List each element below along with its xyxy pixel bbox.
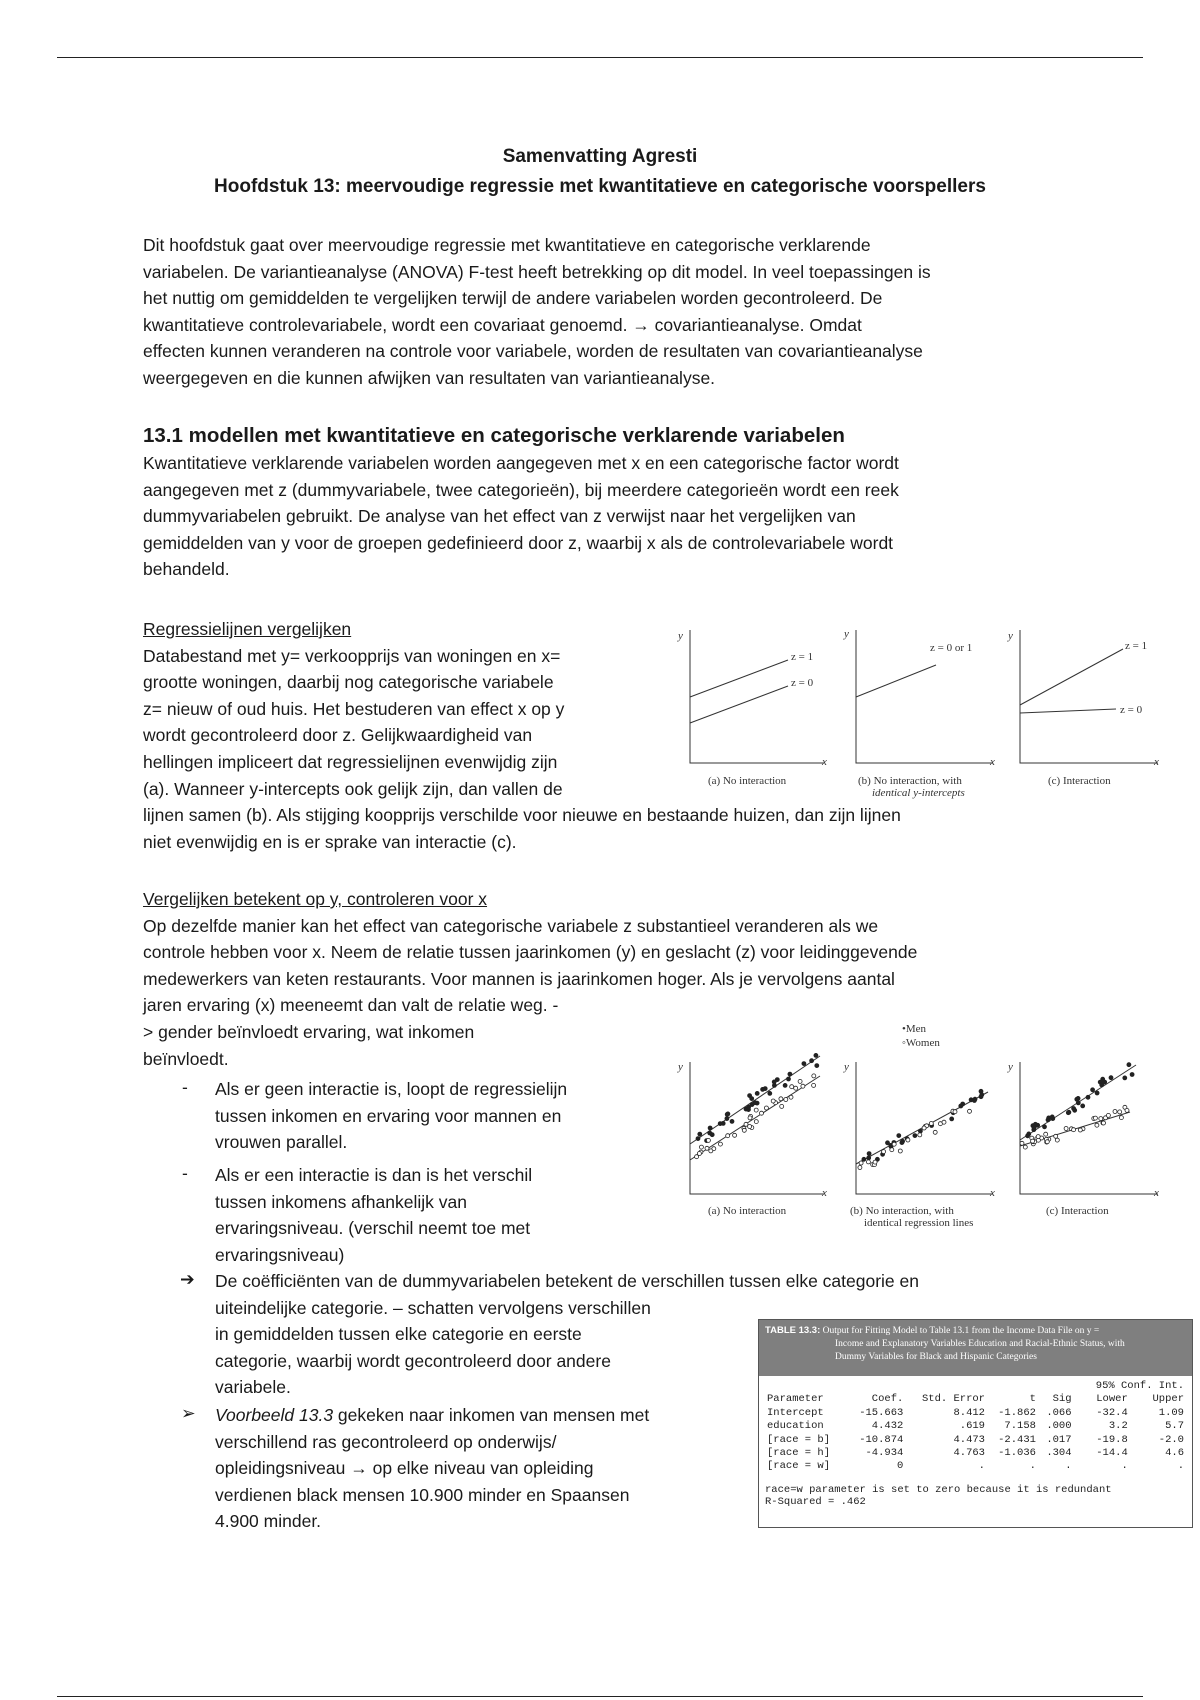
panel-c-label-z0: z = 0 xyxy=(1120,704,1143,716)
table-cell: .619 xyxy=(959,1420,985,1433)
panel-c-x-label: x xyxy=(1154,756,1159,768)
scatter-c-x-label: x xyxy=(1154,1187,1159,1199)
scatter-point-women xyxy=(866,1160,870,1164)
scatter-a-line-women xyxy=(690,1076,820,1160)
bullet-item xyxy=(215,1162,635,1268)
table-cell: . xyxy=(1121,1460,1128,1473)
scatter-point-women xyxy=(705,1146,709,1150)
bullet-line: Als er geen interactie is, loopt de regressielijn xyxy=(215,1079,568,1099)
intro-line: variabelen. De variantieanalyse (ANOVA) F-test heeft betrekking op dit model. In veel toepassingen is xyxy=(143,261,931,282)
scatter-point-men xyxy=(1043,1125,1047,1129)
table-cell: 5.7 xyxy=(1165,1420,1184,1433)
table-cell: 4.473 xyxy=(953,1433,985,1446)
scatter-a-x-label: x xyxy=(822,1187,827,1199)
scatter-point-men xyxy=(708,1126,712,1130)
scatter-point-women xyxy=(754,1120,758,1124)
scatter-point-women xyxy=(742,1128,746,1132)
table-cell: -15.663 xyxy=(859,1406,904,1419)
panel-a-x-label: x xyxy=(822,756,827,768)
scatter-point-women xyxy=(748,1116,752,1120)
panel-a-label-z0: z = 0 xyxy=(791,677,814,689)
table-cell: .304 xyxy=(1046,1447,1072,1460)
scatter-point-women xyxy=(760,1111,764,1115)
table-cell: -1.036 xyxy=(998,1447,1036,1460)
table-cell: -2.431 xyxy=(998,1433,1036,1446)
scatter-point-women xyxy=(968,1109,972,1113)
scatter-point-men xyxy=(913,1134,917,1138)
scatter-point-women xyxy=(1055,1138,1059,1142)
scatter-point-women xyxy=(942,1120,946,1124)
scatter-point-men xyxy=(867,1156,871,1160)
regression-line: niet evenwijdig en is er sprake van interactie (c). xyxy=(143,831,517,852)
compare-line: > gender beïnvloedt ervaring, wat inkomen xyxy=(143,1021,475,1042)
column-header: Upper xyxy=(1152,1393,1184,1406)
example-first-text: gekeken naar inkomen van mensen met xyxy=(333,1405,650,1425)
table-note: race=w parameter is set to zero because it is redundant xyxy=(765,1483,1112,1496)
compare-line: Op dezelfde manier kan het effect van categorische variabele z substantieel veranderen als we xyxy=(143,915,879,936)
bullet-line: Als er een interactie is dan is het verschil xyxy=(215,1165,533,1185)
scatter-point-women xyxy=(1064,1127,1068,1131)
scatter-point-men xyxy=(1081,1104,1085,1108)
table-row xyxy=(765,1460,1186,1473)
scatter-point-women xyxy=(1102,1121,1106,1125)
scatter-point-men xyxy=(730,1119,734,1123)
arrow-line: categorie, waarbij wordt gecontroleerd door andere xyxy=(215,1350,611,1371)
scatter-point-men xyxy=(918,1129,922,1133)
scatter-point-women xyxy=(1023,1145,1027,1149)
regression-heading: Regressielijnen vergelijken xyxy=(143,619,352,639)
arrow-line: in gemiddelden tussen elke categorie en eerste xyxy=(215,1324,582,1345)
intro-line: het nuttig om gemiddelden te vergelijken terwijl de andere variabelen worden gecontroleerd. De xyxy=(143,288,883,309)
scatter-point-men xyxy=(950,1117,954,1121)
scatter-point-men xyxy=(972,1099,976,1103)
page-title: Samenvatting Agresti xyxy=(502,146,698,167)
table-cell: 4.6 xyxy=(1165,1447,1184,1460)
scatter-point-women xyxy=(812,1074,816,1078)
table-rsquared: R-Squared = .462 xyxy=(765,1495,866,1508)
table-cell: .000 xyxy=(1046,1420,1072,1433)
section-line: behandeld. xyxy=(143,559,230,580)
scatter-point-women xyxy=(1044,1132,1048,1136)
scatter-point-women xyxy=(882,1150,886,1154)
figure-regression-lines xyxy=(668,625,1168,810)
scatter-point-women xyxy=(922,1126,926,1130)
panel-b-y-label: y xyxy=(844,628,849,640)
scatter-point-women xyxy=(859,1161,863,1165)
scatter-point-women xyxy=(898,1149,902,1153)
scatter-point-women xyxy=(953,1110,957,1114)
scatter-point-men xyxy=(710,1133,714,1137)
scatter-point-women xyxy=(812,1083,816,1087)
scatter-point-women xyxy=(794,1086,798,1090)
arrow-line: De coëfficiënten van de dummyvariabelen betekent de verschillen tussen elke categorie en xyxy=(215,1271,919,1291)
scatter-point-women xyxy=(697,1152,701,1156)
figure-income-scatter xyxy=(668,1020,1168,1237)
table-cell: -14.4 xyxy=(1096,1447,1128,1460)
scatter-point-women xyxy=(706,1138,710,1142)
scatter-point-women xyxy=(1119,1116,1123,1120)
scatter-b-caption-1: (b) No interaction, with xyxy=(850,1205,954,1217)
example-line: verschillend ras gecontroleerd op onderwijs/ xyxy=(215,1431,557,1452)
bullet-line: vrouwen parallel. xyxy=(215,1132,348,1153)
scatter-point-men xyxy=(1050,1115,1054,1119)
scatter-point-women xyxy=(709,1149,713,1153)
panel-a-y-label: y xyxy=(678,630,683,642)
table-header-row xyxy=(765,1393,1186,1406)
section-line: gemiddelden van y voor de groepen gedefinieerd door z, waarbij x als de controlevariabele wordt xyxy=(143,532,894,553)
scatter-point-women xyxy=(892,1142,896,1146)
scatter-point-men xyxy=(783,1083,787,1087)
scatter-point-women xyxy=(1093,1116,1097,1120)
scatter-point-men xyxy=(698,1132,702,1136)
bullet-item xyxy=(215,1076,635,1156)
panel-c-line-z1 xyxy=(1020,649,1123,705)
intro-line: effecten kunnen veranderen na controle voor variabele, worden de resultaten van covariantieanalyse xyxy=(143,341,923,362)
scatter-point-women xyxy=(798,1079,802,1083)
scatter-point-men xyxy=(725,1117,729,1121)
scatter-point-women xyxy=(1095,1123,1099,1127)
panel-b-axes xyxy=(856,630,993,763)
scatter-point-women xyxy=(733,1133,737,1137)
scatter-point-men xyxy=(959,1104,963,1108)
table-caption-line: Dummy Variables for Black and Hispanic Categories xyxy=(835,1352,1037,1362)
table-cell: . xyxy=(1065,1460,1072,1473)
table-cell: -10.874 xyxy=(859,1433,904,1446)
scatter-point-women xyxy=(1072,1128,1076,1132)
scatter-point-men xyxy=(750,1103,754,1107)
arrow-line: uiteindelijke categorie. – schatten vervolgens verschillen xyxy=(215,1297,651,1318)
scatter-point-men xyxy=(787,1077,791,1081)
panel-a-caption: (a) No interaction xyxy=(708,775,787,787)
regression-output-table xyxy=(758,1319,1193,1528)
table-cell: 8.412 xyxy=(953,1406,985,1419)
panel-b-caption-1: (b) No interaction, with xyxy=(858,775,962,787)
regression-line: wordt gecontroleerd door z. Gelijkwaardigheid van xyxy=(143,725,533,746)
table-caption-line: Output for Fitting Model to Table 13.1 from the Income Data File on y = xyxy=(822,1326,1100,1336)
panel-b-line xyxy=(856,665,936,697)
arrow-icon: ➔ xyxy=(180,1269,195,1289)
table-cell: . xyxy=(1177,1460,1184,1473)
scatter-point-men xyxy=(1130,1073,1134,1077)
scatter-point-men xyxy=(772,1080,776,1084)
table-cell: Intercept xyxy=(767,1406,824,1419)
table-label: TABLE 13.3: xyxy=(765,1325,821,1336)
scatter-point-women xyxy=(784,1098,788,1102)
panel-c-caption: (c) Interaction xyxy=(1048,775,1111,787)
scatter-point-men xyxy=(814,1053,818,1057)
panel-c-label-z1: z = 1 xyxy=(1125,640,1148,652)
scatter-point-women xyxy=(873,1160,877,1164)
scatter-point-men xyxy=(802,1062,806,1066)
column-header: t xyxy=(1029,1393,1036,1406)
scatter-point-women xyxy=(929,1122,933,1126)
scatter-c-y-label: y xyxy=(1008,1061,1013,1073)
table-cell: [race = w] xyxy=(767,1460,831,1473)
scatter-c-axes xyxy=(1020,1062,1158,1194)
scatter-point-women xyxy=(1031,1139,1035,1143)
scatter-point-men xyxy=(721,1121,725,1125)
column-header: Sig xyxy=(1052,1393,1072,1406)
page-subtitle: Hoofdstuk 13: meervoudige regressie met kwantitatieve en categorische voorspellers xyxy=(214,176,986,197)
scatter-point-women xyxy=(790,1085,794,1089)
table-cell: 4.432 xyxy=(871,1420,904,1433)
scatter-point-women xyxy=(1036,1135,1040,1139)
scatter-point-men xyxy=(1101,1080,1105,1084)
scatter-point-women xyxy=(933,1130,937,1134)
scatter-point-women xyxy=(1106,1113,1110,1117)
scatter-point-men xyxy=(810,1059,814,1063)
scatter-point-men xyxy=(867,1152,871,1156)
scatter-point-men xyxy=(815,1064,819,1068)
section-heading: 13.1 modellen met kwantitatieve en categorische verklarende variabelen xyxy=(143,424,845,447)
intro-line: Dit hoofdstuk gaat over meervoudige regressie met kwantitatieve en categorische verklarende xyxy=(143,235,871,255)
panel-b-caption-2: identical y-intercepts xyxy=(872,787,965,799)
scatter-point-women xyxy=(1118,1110,1122,1114)
scatter-point-men xyxy=(897,1134,901,1138)
intro-paragraph xyxy=(143,232,1103,392)
example-line: 4.900 minder. xyxy=(215,1511,322,1532)
scatter-point-men xyxy=(1076,1101,1080,1105)
table-cell: 0 xyxy=(897,1460,904,1473)
bullet-line: tussen inkomens afhankelijk van xyxy=(215,1191,467,1212)
scatter-point-women xyxy=(1099,1117,1103,1121)
scatter-point-men xyxy=(761,1087,765,1091)
scatter-point-men xyxy=(1032,1126,1036,1130)
bullet-marker: - xyxy=(182,1077,188,1097)
table-cell: -2.0 xyxy=(1158,1433,1184,1446)
scatter-point-men xyxy=(1095,1091,1099,1095)
scatter-point-men xyxy=(1086,1095,1090,1099)
scatter-b-x-label: x xyxy=(990,1187,995,1199)
scatter-c-caption: (c) Interaction xyxy=(1046,1205,1109,1217)
scatter-point-women xyxy=(699,1145,703,1149)
table-body xyxy=(759,1376,1192,1512)
table-cell: education xyxy=(767,1420,824,1433)
scatter-point-men xyxy=(750,1097,754,1101)
example-marker-icon: ➢ xyxy=(181,1403,196,1423)
bullet-line: ervaringsniveau. (verschil neemt toe met xyxy=(215,1218,531,1239)
bullet-marker: - xyxy=(182,1163,188,1183)
scatter-point-women xyxy=(1125,1108,1129,1112)
scatter-point-men xyxy=(1091,1088,1095,1092)
scatter-point-women xyxy=(858,1166,862,1170)
table-row xyxy=(765,1420,1186,1433)
intro-line: weergegeven en die kunnen afwijken van resultaten van variantieanalyse. xyxy=(143,367,716,388)
scatter-point-men xyxy=(901,1139,905,1143)
scatter-b-y-label: y xyxy=(844,1061,849,1073)
compare-line: beïnvloedt. xyxy=(143,1048,229,1069)
scatter-point-women xyxy=(1045,1140,1049,1144)
compare-line: controle hebben voor x. Neem de relatie tussen jaarinkomen (y) en geslacht (z) voor leidinggevende xyxy=(143,942,918,963)
scatter-point-men xyxy=(1072,1107,1076,1111)
scatter-point-women xyxy=(748,1125,752,1129)
scatter-point-men xyxy=(788,1072,792,1076)
compare-line: medewerkers van keten restaurants. Voor mannen is jaarinkomen hoger. Als je vervolgens aantal xyxy=(143,968,895,989)
scatter-point-men xyxy=(747,1108,751,1112)
table-cell: [race = h] xyxy=(767,1447,831,1460)
table-caption-line: Income and Explanatory Variables Education and Racial-Ethnic Status, with xyxy=(835,1339,1125,1349)
table-cell: .066 xyxy=(1046,1406,1072,1419)
regression-line: grootte woningen, daarbij nog categorische variabele xyxy=(143,672,554,693)
arrow-line: variabele. xyxy=(215,1377,291,1398)
scatter-point-men xyxy=(696,1137,700,1141)
table-cell: -4.934 xyxy=(865,1447,904,1460)
table-cell: 3.2 xyxy=(1108,1420,1128,1433)
scatter-point-women xyxy=(1020,1141,1024,1145)
legend-men: •Men xyxy=(902,1023,927,1035)
scatter-point-women xyxy=(1113,1110,1117,1114)
scatter-point-women xyxy=(789,1095,793,1099)
scatter-point-men xyxy=(1067,1110,1071,1114)
example-line: verdienen black mensen 10.900 minder en Spaansen xyxy=(215,1484,630,1505)
scatter-point-women xyxy=(726,1134,730,1138)
scatter-point-women xyxy=(780,1104,784,1108)
scatter-a-caption: (a) No interaction xyxy=(708,1205,787,1217)
table-row xyxy=(765,1407,1186,1420)
scatter-point-men xyxy=(1123,1076,1127,1080)
table-cell: -32.4 xyxy=(1096,1406,1128,1419)
section-line: aangegeven met z (dummyvariabele, twee categorieën), bij meerdere categorieën wordt een reek xyxy=(143,479,899,500)
scatter-point-men xyxy=(980,1093,984,1097)
table-cell: -19.8 xyxy=(1096,1433,1128,1446)
example-title: Voorbeeld 13.3 xyxy=(215,1405,334,1425)
scatter-point-women xyxy=(918,1133,922,1137)
table-cell: .017 xyxy=(1046,1433,1072,1446)
panel-b-x-label: x xyxy=(990,756,995,768)
section-line: Kwantitatieve verklarende variabelen worden aangegeven met x en een categorische factor wordt xyxy=(143,453,899,473)
column-header: Std. Error xyxy=(921,1393,985,1406)
scatter-point-men xyxy=(1046,1118,1050,1122)
table-cell: 4.763 xyxy=(953,1447,985,1460)
scatter-point-women xyxy=(718,1142,722,1146)
scatter-point-men xyxy=(1026,1134,1030,1138)
table-cell: . xyxy=(978,1460,985,1473)
scatter-point-men xyxy=(862,1157,866,1161)
example-line xyxy=(215,1402,735,1429)
panel-a-axes xyxy=(690,630,824,763)
scatter-b-caption-2: identical regression lines xyxy=(864,1217,974,1229)
column-header: Coef. xyxy=(871,1393,904,1406)
intro-line: kwantitatieve controlevariabele, wordt een covariaat genoemd. → covariantieanalyse. Omdat xyxy=(143,314,862,335)
bullet-line: ervaringsniveau) xyxy=(215,1244,345,1265)
column-header: Lower xyxy=(1096,1393,1128,1406)
scatter-point-women xyxy=(764,1106,768,1110)
panel-b-label: z = 0 or 1 xyxy=(930,642,973,654)
scatter-point-men xyxy=(1076,1096,1080,1100)
ci-header: 95% Conf. Int. xyxy=(1095,1380,1184,1392)
scatter-point-women xyxy=(754,1108,758,1112)
regression-line: Databestand met y= verkoopprijs van woningen en x= xyxy=(143,645,561,666)
regression-line: lijnen samen (b). Als stijging koopprijs verschilde voor nieuwe en bestaande huizen, dan zijn lijnen xyxy=(143,805,901,826)
scatter-point-men xyxy=(1127,1063,1131,1067)
scatter-point-men xyxy=(726,1112,730,1116)
table-caption xyxy=(759,1320,1192,1376)
compare-line: jaren ervaring (x) meeneemt dan valt de relatie weg. - xyxy=(143,995,559,1016)
scatter-point-women xyxy=(771,1099,775,1103)
regression-line: z= nieuw of oud huis. Het bestuderen van effect x op y xyxy=(143,698,565,719)
legend-women: ◦Women xyxy=(902,1037,940,1049)
example-line: opleidingsniveau → op elke niveau van opleiding xyxy=(215,1458,594,1479)
scatter-point-women xyxy=(906,1138,910,1142)
compare-heading: Vergelijken betekent op y, controleren voor x xyxy=(143,889,488,909)
table-cell: -1.862 xyxy=(998,1406,1036,1419)
scatter-point-women xyxy=(1054,1134,1058,1138)
scatter-point-men xyxy=(1109,1076,1113,1080)
table-cell: 7.158 xyxy=(1004,1420,1036,1433)
table-cell: . xyxy=(1029,1460,1036,1473)
regression-line: (a). Wanneer y-intercepts ook gelijk zijn, dan vallen de xyxy=(143,778,563,799)
section-13-1 xyxy=(143,422,1103,583)
section-line: dummyvariabelen gebruikt. De analyse van het effect van z verwijst naar het vergelijken van xyxy=(143,506,856,527)
panel-c-line-z0 xyxy=(1020,709,1116,713)
scatter-point-men xyxy=(755,1091,759,1095)
scatter-point-women xyxy=(890,1148,894,1152)
example-item xyxy=(215,1402,735,1535)
panel-c-y-label: y xyxy=(1008,630,1013,642)
scatter-point-men xyxy=(768,1091,772,1095)
scatter-a-y-label: y xyxy=(678,1061,683,1073)
panel-a-label-z1: z = 1 xyxy=(791,651,814,663)
scatter-point-women xyxy=(1078,1128,1082,1132)
bottom-rule xyxy=(57,1696,1143,1697)
table-cell: [race = b] xyxy=(767,1433,831,1446)
regression-line: hellingen impliceert dat regressielijnen evenwijdig zijn xyxy=(143,751,558,772)
bullet-line: tussen inkomen en ervaring voor mannen en xyxy=(215,1105,562,1126)
top-rule xyxy=(57,57,1143,58)
column-header: Parameter xyxy=(767,1393,824,1406)
scatter-point-men xyxy=(886,1141,890,1145)
table-cell: 1.09 xyxy=(1158,1406,1184,1419)
table-row xyxy=(765,1434,1186,1447)
scatter-point-women xyxy=(801,1084,805,1088)
table-row xyxy=(765,1447,1186,1460)
scatter-point-women xyxy=(779,1097,783,1101)
